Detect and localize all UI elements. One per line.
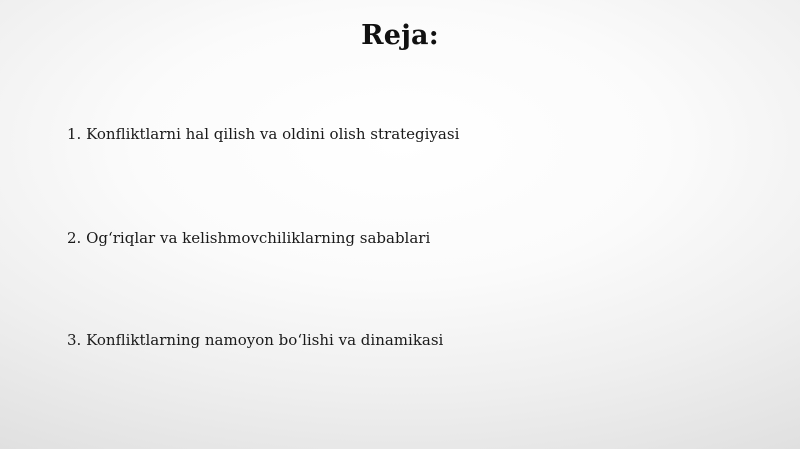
plan-item-2: 2. Og‘riqlar va kelishmovchiliklarning sabablari	[67, 229, 431, 247]
slide-title: Reja:	[361, 20, 439, 51]
plan-item-3: 3. Konfliktlarning namoyon bo‘lishi va dinamikasi	[67, 331, 444, 349]
plan-item-1: 1. Konfliktlarni hal qilish va oldini olish strategiyasi	[67, 125, 460, 143]
